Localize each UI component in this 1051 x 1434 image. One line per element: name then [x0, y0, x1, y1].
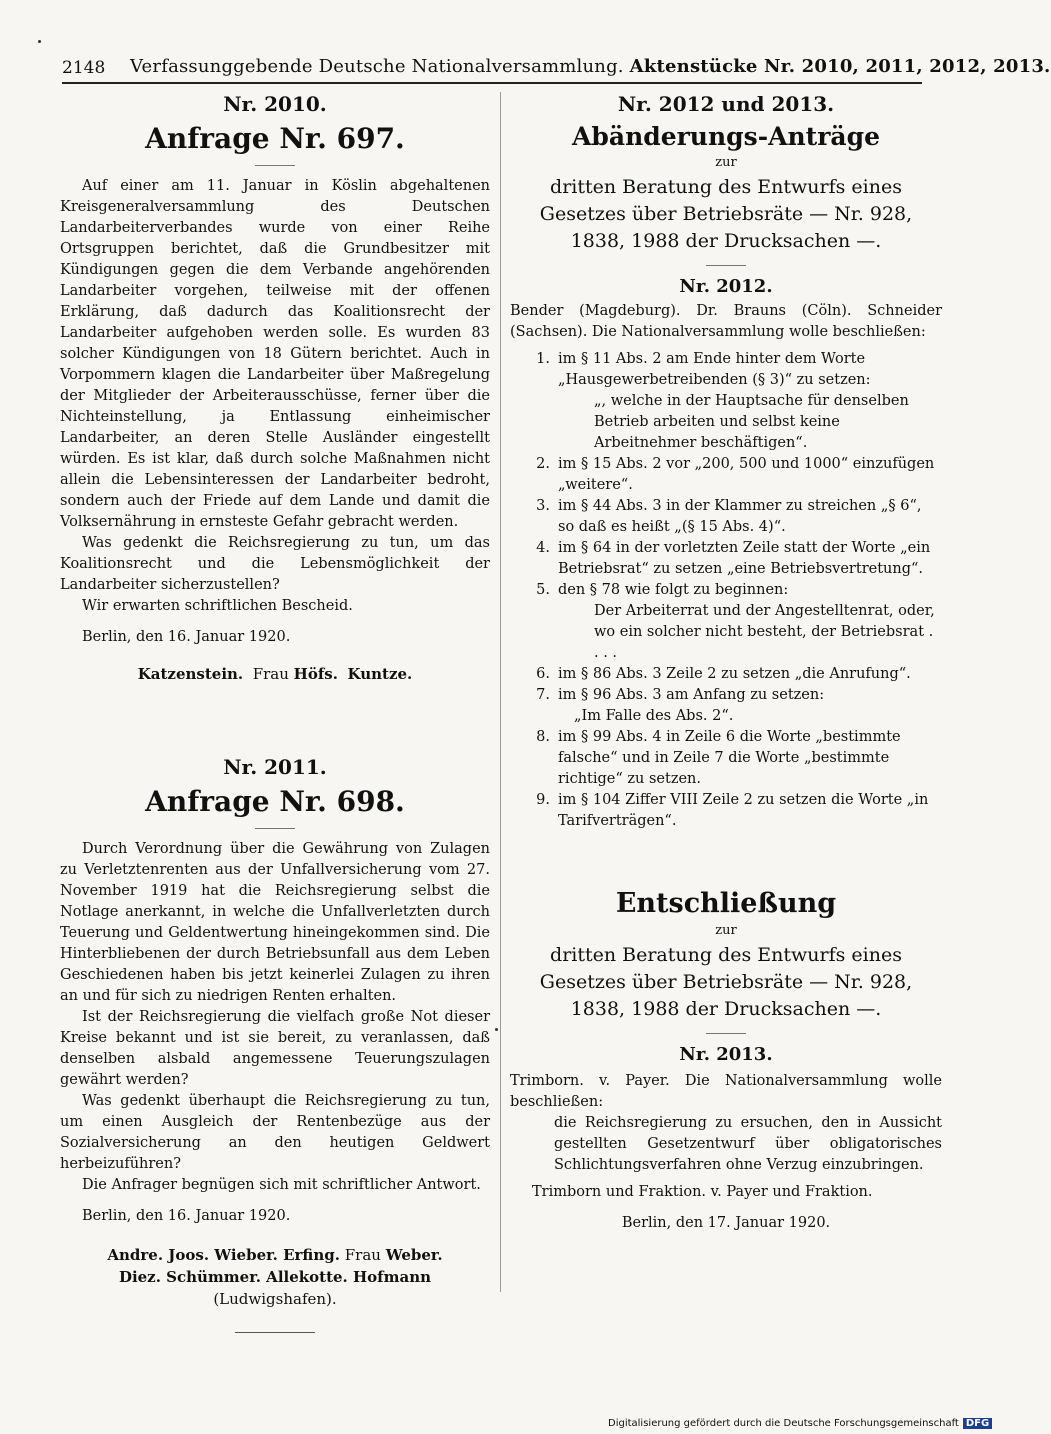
signatory: Weber.: [385, 1246, 443, 1264]
assembly-title: Verfassunggebende Deutsche Nationalversammlung.: [130, 56, 624, 77]
paragraph: Die Anfrager begnügen sich mit schriftlicher Antwort.: [82, 1177, 481, 1193]
separator: [255, 828, 295, 829]
section-number-2011: Nr. 2011.: [223, 755, 327, 779]
resolution-subtitle: dritten Beratung des Entwurfs eines Gesetzes über Betriebsräte — Nr. 928, 1838, 1988 der Drucksachen —.: [539, 944, 913, 1020]
signature-line: [60, 1244, 490, 1266]
list-item: [510, 790, 942, 832]
paragraph: Ist der Reichsregierung die vielfach große Not dieser Kreise bekannt und ist sie bereit, zu veranlassen, daß denselben alsbald angemessene Teuerungszulagen gewährt werden?: [60, 1009, 490, 1088]
section-number-2012: Nr. 2012.: [679, 276, 773, 297]
separator: [255, 165, 295, 166]
item-quote: „, welche in der Hauptsache für denselben Betrieb arbeiten und selbst keine Arbeitnehmer beschäftigen“.: [594, 393, 909, 451]
separator: [706, 1033, 746, 1034]
item-text: im § 44 Abs. 3 in der Klammer zu streichen „§ 6“, so daß es heißt „(§ 15 Abs. 4)“.: [558, 498, 922, 535]
paragraph: Durch Verordnung über die Gewährung von Zulagen zu Verletztenrenten aus der Unfallversicherung vom 27. November 1919 hat die Reichsregierung selbst die Notlage anerkannt, in welche die Unfallverletzten durch Teuerung und Geldentwertung hineingekommen sind. Die Hinterbliebenen der durch Betriebsunfall aus dem Leben Geschiedenen haben bis jetzt keinerlei Zulagen zu ihren an und für sich zu niedrigen Renten erhalten.: [60, 841, 490, 1004]
title-prefix: Frau: [344, 1246, 381, 1264]
item-text: im § 15 Abs. 2 vor „200, 500 und 1000“ einzufügen „weitere“.: [558, 456, 935, 493]
paragraph: Was gedenkt überhaupt die Reichsregierung zu tun, um einen Ausgleich der Rentenbezüge aus der Sozialversicherung an den heutigen Geldwert herbeizuführen?: [60, 1093, 490, 1172]
signatories: Diez. Schümmer. Allekotte. Hofmann: [118, 1268, 432, 1286]
date-line: Berlin, den 17. Januar 1920.: [621, 1215, 831, 1231]
section-number-2013: Nr. 2013.: [679, 1044, 773, 1065]
end-rule: [235, 1332, 315, 1333]
resolution-signatories: Trimborn und Fraktion. v. Payer und Fraktion.: [532, 1184, 873, 1200]
section-title-2011: Anfrage Nr. 698.: [145, 785, 405, 818]
zur-label: zur: [715, 155, 737, 170]
section-number-2010: Nr. 2010.: [223, 92, 327, 116]
signatory: Kuntze.: [347, 665, 413, 683]
item-text: den § 78 wie folgt zu beginnen:: [558, 582, 789, 598]
list-item: [510, 685, 942, 706]
paragraph: Was gedenkt die Reichsregierung zu tun, um das Koalitionsrecht und die Lebensmöglichkeit der Landarbeiter sicherzustellen?: [60, 535, 490, 593]
dfg-logo: DFG: [963, 1418, 992, 1429]
title-prefix: Frau: [252, 665, 289, 683]
separator: [706, 265, 746, 266]
list-item: [510, 664, 942, 685]
digitization-credit: [608, 1418, 992, 1429]
signature-line: [60, 1266, 490, 1288]
amendment-list: [510, 349, 942, 832]
section-title-2010: Anfrage Nr. 697.: [145, 122, 405, 155]
item-text: im § 11 Abs. 2 am Ende hinter dem Worte „Hausgewerbetreibenden (§ 3)“ zu setzen:: [558, 351, 871, 388]
signatories: Andre. Joos. Wieber. Erfing.: [107, 1246, 340, 1264]
date-line: Berlin, den 16. Januar 1920.: [82, 629, 291, 645]
inquiry-text-2011: [60, 839, 490, 1196]
list-item: [510, 727, 942, 790]
item-number: 9.: [536, 792, 550, 808]
item-quote: Der Arbeiterrat und der Angestelltenrat, oder, wo ein solcher nicht besteht, der Betriebsrat . . . .: [594, 603, 935, 661]
speck: [38, 40, 41, 43]
movers-2013: Trimborn. v. Payer. Die Nationalversammlung wolle beschließen:: [510, 1073, 942, 1110]
item-number: 7.: [536, 687, 550, 703]
item-number: 5.: [536, 582, 550, 598]
item-number: 8.: [536, 729, 550, 745]
item-quote: „Im Falle des Abs. 2“.: [574, 708, 734, 724]
amendments-subtitle: dritten Beratung des Entwurfs eines Gesetzes über Betriebsräte — Nr. 928, 1838, 1988 der Drucksachen —.: [539, 176, 913, 252]
resolution-text: die Reichsregierung zu ersuchen, den in Aussicht gestellten Gesetzentwurf über obligatorisches Schlichtungsverfahren ohne Verzug einzubringen.: [554, 1115, 942, 1173]
list-item: [510, 349, 942, 391]
inquiry-text-2010: [60, 176, 490, 617]
section-title-amendments: Abänderungs-Anträge: [572, 122, 880, 151]
item-number: 6.: [536, 666, 550, 682]
item-text: im § 104 Ziffer VIII Zeile 2 zu setzen die Worte „in Tarifverträgen“.: [558, 792, 929, 829]
page-number: 2148: [62, 58, 106, 78]
paragraph: Auf einer am 11. Januar in Köslin abgehaltenen Kreisgeneralversammlung des Deutschen Landarbeiterverbandes wurde von einer Reihe Ortsgruppen berichtet, daß die Grundbesitzer mit Kündigungen gegen die dem Verbande angehörenden Landarbeiter vorgehen, teilweise mit der offenen Erklärung, daß dadurch das Koalitionsrecht der Landarbeiter aufgehoben werden solle. Es wurden 83 solcher Kündigungen von 18 Gütern berichtet. Auch in Vorpommern klagen die Landarbeiter über Maßregelung der Mitglieder der Arbeiterausschüsse, ferner über die Nichteinstellung, ja Entlassung einheimischer Landarbeiter, an deren Stelle Ausländer eingestellt würden. Es ist klar, daß durch solche Maßnahmen nicht allein die Lebensinteressen der Landarbeiter bedroht, sondern auch der Friede auf dem Lande und damit die Volksernährung in ernsteste Gefahr gebracht werden.: [60, 178, 490, 530]
paragraph: Wir erwarten schriftlichen Bescheid.: [82, 598, 353, 614]
item-text: im § 99 Abs. 4 in Zeile 6 die Worte „bestimmte falsche“ und in Zeile 7 die Worte „bestimmte richtige“ zu setzen.: [558, 729, 901, 787]
list-item: [510, 580, 942, 601]
section-title-resolution: Entschließung: [615, 888, 837, 919]
signatory: Höfs.: [293, 665, 338, 683]
item-text: im § 86 Abs. 3 Zeile 2 zu setzen „die Anrufung“.: [558, 666, 911, 682]
column-divider: [500, 92, 501, 1292]
list-item: [510, 538, 942, 580]
item-text: im § 64 in der vorletzten Zeile statt der Worte „ein Betriebsrat“ zu setzen „eine Betriebsvertretung“.: [558, 540, 931, 577]
left-column: [60, 92, 490, 1333]
item-number: 4.: [536, 540, 550, 556]
signatures-2011: [60, 1244, 490, 1310]
signatures-2010: [60, 665, 490, 683]
signature-line: (Ludwigshafen).: [213, 1290, 337, 1308]
section-number-2012-2013: Nr. 2012 und 2013.: [617, 92, 835, 116]
speck: [495, 1028, 498, 1031]
date-line: Berlin, den 16. Januar 1920.: [82, 1208, 291, 1224]
list-item: [510, 496, 942, 538]
signatory: Katzenstein.: [137, 665, 244, 683]
document-numbers: Aktenstücke Nr. 2010, 2011, 2012, 2013.: [629, 56, 1051, 77]
running-title: [130, 56, 1051, 77]
list-item: [510, 454, 942, 496]
item-number: 2.: [536, 456, 550, 472]
credit-text: Digitalisierung gefördert durch die Deutsche Forschungsgemeinschaft: [608, 1418, 959, 1429]
item-number: 3.: [536, 498, 550, 514]
page-header: [62, 52, 1051, 84]
movers-2012: Bender (Magdeburg). Dr. Brauns (Cöln). Schneider (Sachsen). Die Nationalversammlung wolle beschließen:: [510, 303, 942, 340]
right-column: [510, 92, 942, 1231]
item-number: 1.: [536, 351, 550, 367]
item-text: im § 96 Abs. 3 am Anfang zu setzen:: [558, 687, 825, 703]
zur-label: zur: [715, 923, 737, 938]
